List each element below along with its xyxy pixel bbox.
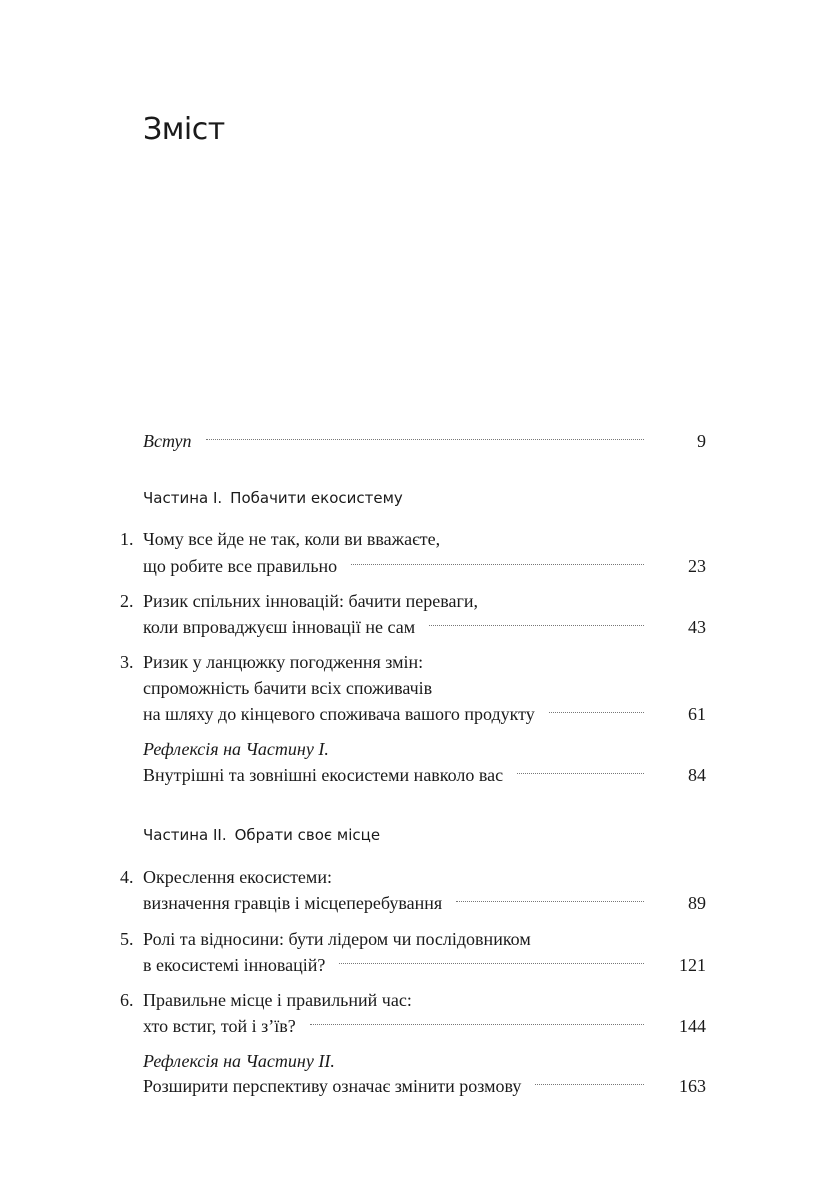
chapter-number: 5. xyxy=(120,929,134,949)
entry-text-line: хто встиг, той і з’їв? xyxy=(143,1016,296,1036)
entry-text-line: Правильне місце і правильний час: xyxy=(143,990,412,1010)
entry-last-line xyxy=(143,702,706,726)
chapter-number: 1. xyxy=(120,529,134,549)
part-heading-1 xyxy=(143,488,403,508)
chapter-number: 2. xyxy=(120,591,134,611)
toc-entry-intro[interactable] xyxy=(143,429,706,453)
entry-text-line: Чому все йде не так, коли ви вважаєте, xyxy=(143,529,441,549)
entry-text-line: Рефлексія на Частину II. xyxy=(143,1051,335,1071)
page-number: 89 xyxy=(688,893,706,913)
entry-text-line: Окреслення екосистеми: xyxy=(143,867,332,887)
entry-text-line: Рефлексія на Частину I. xyxy=(143,739,329,759)
part-label: Частина I. xyxy=(143,489,223,507)
entry-last-line xyxy=(143,1014,706,1038)
entry-text-line: визначення гравців і місцеперебування xyxy=(143,893,443,913)
entry-text-line: Внутрішні та зовнішні екосистеми навколо вас xyxy=(143,765,504,785)
dot-leader xyxy=(351,564,644,565)
dot-leader xyxy=(535,1084,644,1085)
entry-text-line: що робите все правильно xyxy=(143,556,338,576)
entry-text-line: Ролі та відносини: бути лідером чи послідовником xyxy=(143,929,531,949)
chapter-number: 3. xyxy=(120,652,134,672)
entry-last-line xyxy=(143,763,706,787)
entry-text-line: Ризик у ланцюжку погодження змін: xyxy=(143,652,424,672)
entry-last-line xyxy=(143,554,706,578)
entry-text-line: Розширити перспективу означає змінити розмову xyxy=(143,1076,522,1096)
dot-leader xyxy=(206,439,644,440)
entry-text: Вступ xyxy=(143,431,192,451)
entry-text-line: Ризик спільних інновацій: бачити переваги, xyxy=(143,591,478,611)
dot-leader xyxy=(549,712,644,713)
part-label: Частина II. xyxy=(143,826,227,844)
part-title: Побачити екосистему xyxy=(230,489,403,507)
dot-leader xyxy=(517,773,644,774)
dot-leader xyxy=(456,901,644,902)
page-number: 9 xyxy=(697,431,706,451)
entry-text-line: на шляху до кінцевого споживача вашого продукту xyxy=(143,704,535,724)
page-number: 163 xyxy=(679,1076,706,1096)
page-number: 144 xyxy=(679,1016,706,1036)
page-number: 23 xyxy=(688,556,706,576)
entry-text-line: в екосистемі інновацій? xyxy=(143,955,326,975)
chapter-number: 4. xyxy=(120,867,134,887)
entry-last-line xyxy=(143,891,706,915)
page-number: 61 xyxy=(688,704,706,724)
part-title: Обрати своє місце xyxy=(234,826,381,844)
entry-last-line xyxy=(143,615,706,639)
page-number: 84 xyxy=(688,765,706,785)
dot-leader xyxy=(310,1024,644,1025)
dot-leader xyxy=(339,963,644,964)
page-title: Зміст xyxy=(143,112,225,147)
page-number: 43 xyxy=(688,617,706,637)
entry-last-line xyxy=(143,953,706,977)
entry-text-line: коли впроваджуєш інновації не сам xyxy=(143,617,416,637)
entry-last-line xyxy=(143,1074,706,1098)
part-heading-2 xyxy=(143,825,380,845)
chapter-number: 6. xyxy=(120,990,134,1010)
page-number: 121 xyxy=(679,955,706,975)
entry-text-line: спроможність бачити всіх споживачів xyxy=(143,678,433,698)
dot-leader xyxy=(429,625,644,626)
